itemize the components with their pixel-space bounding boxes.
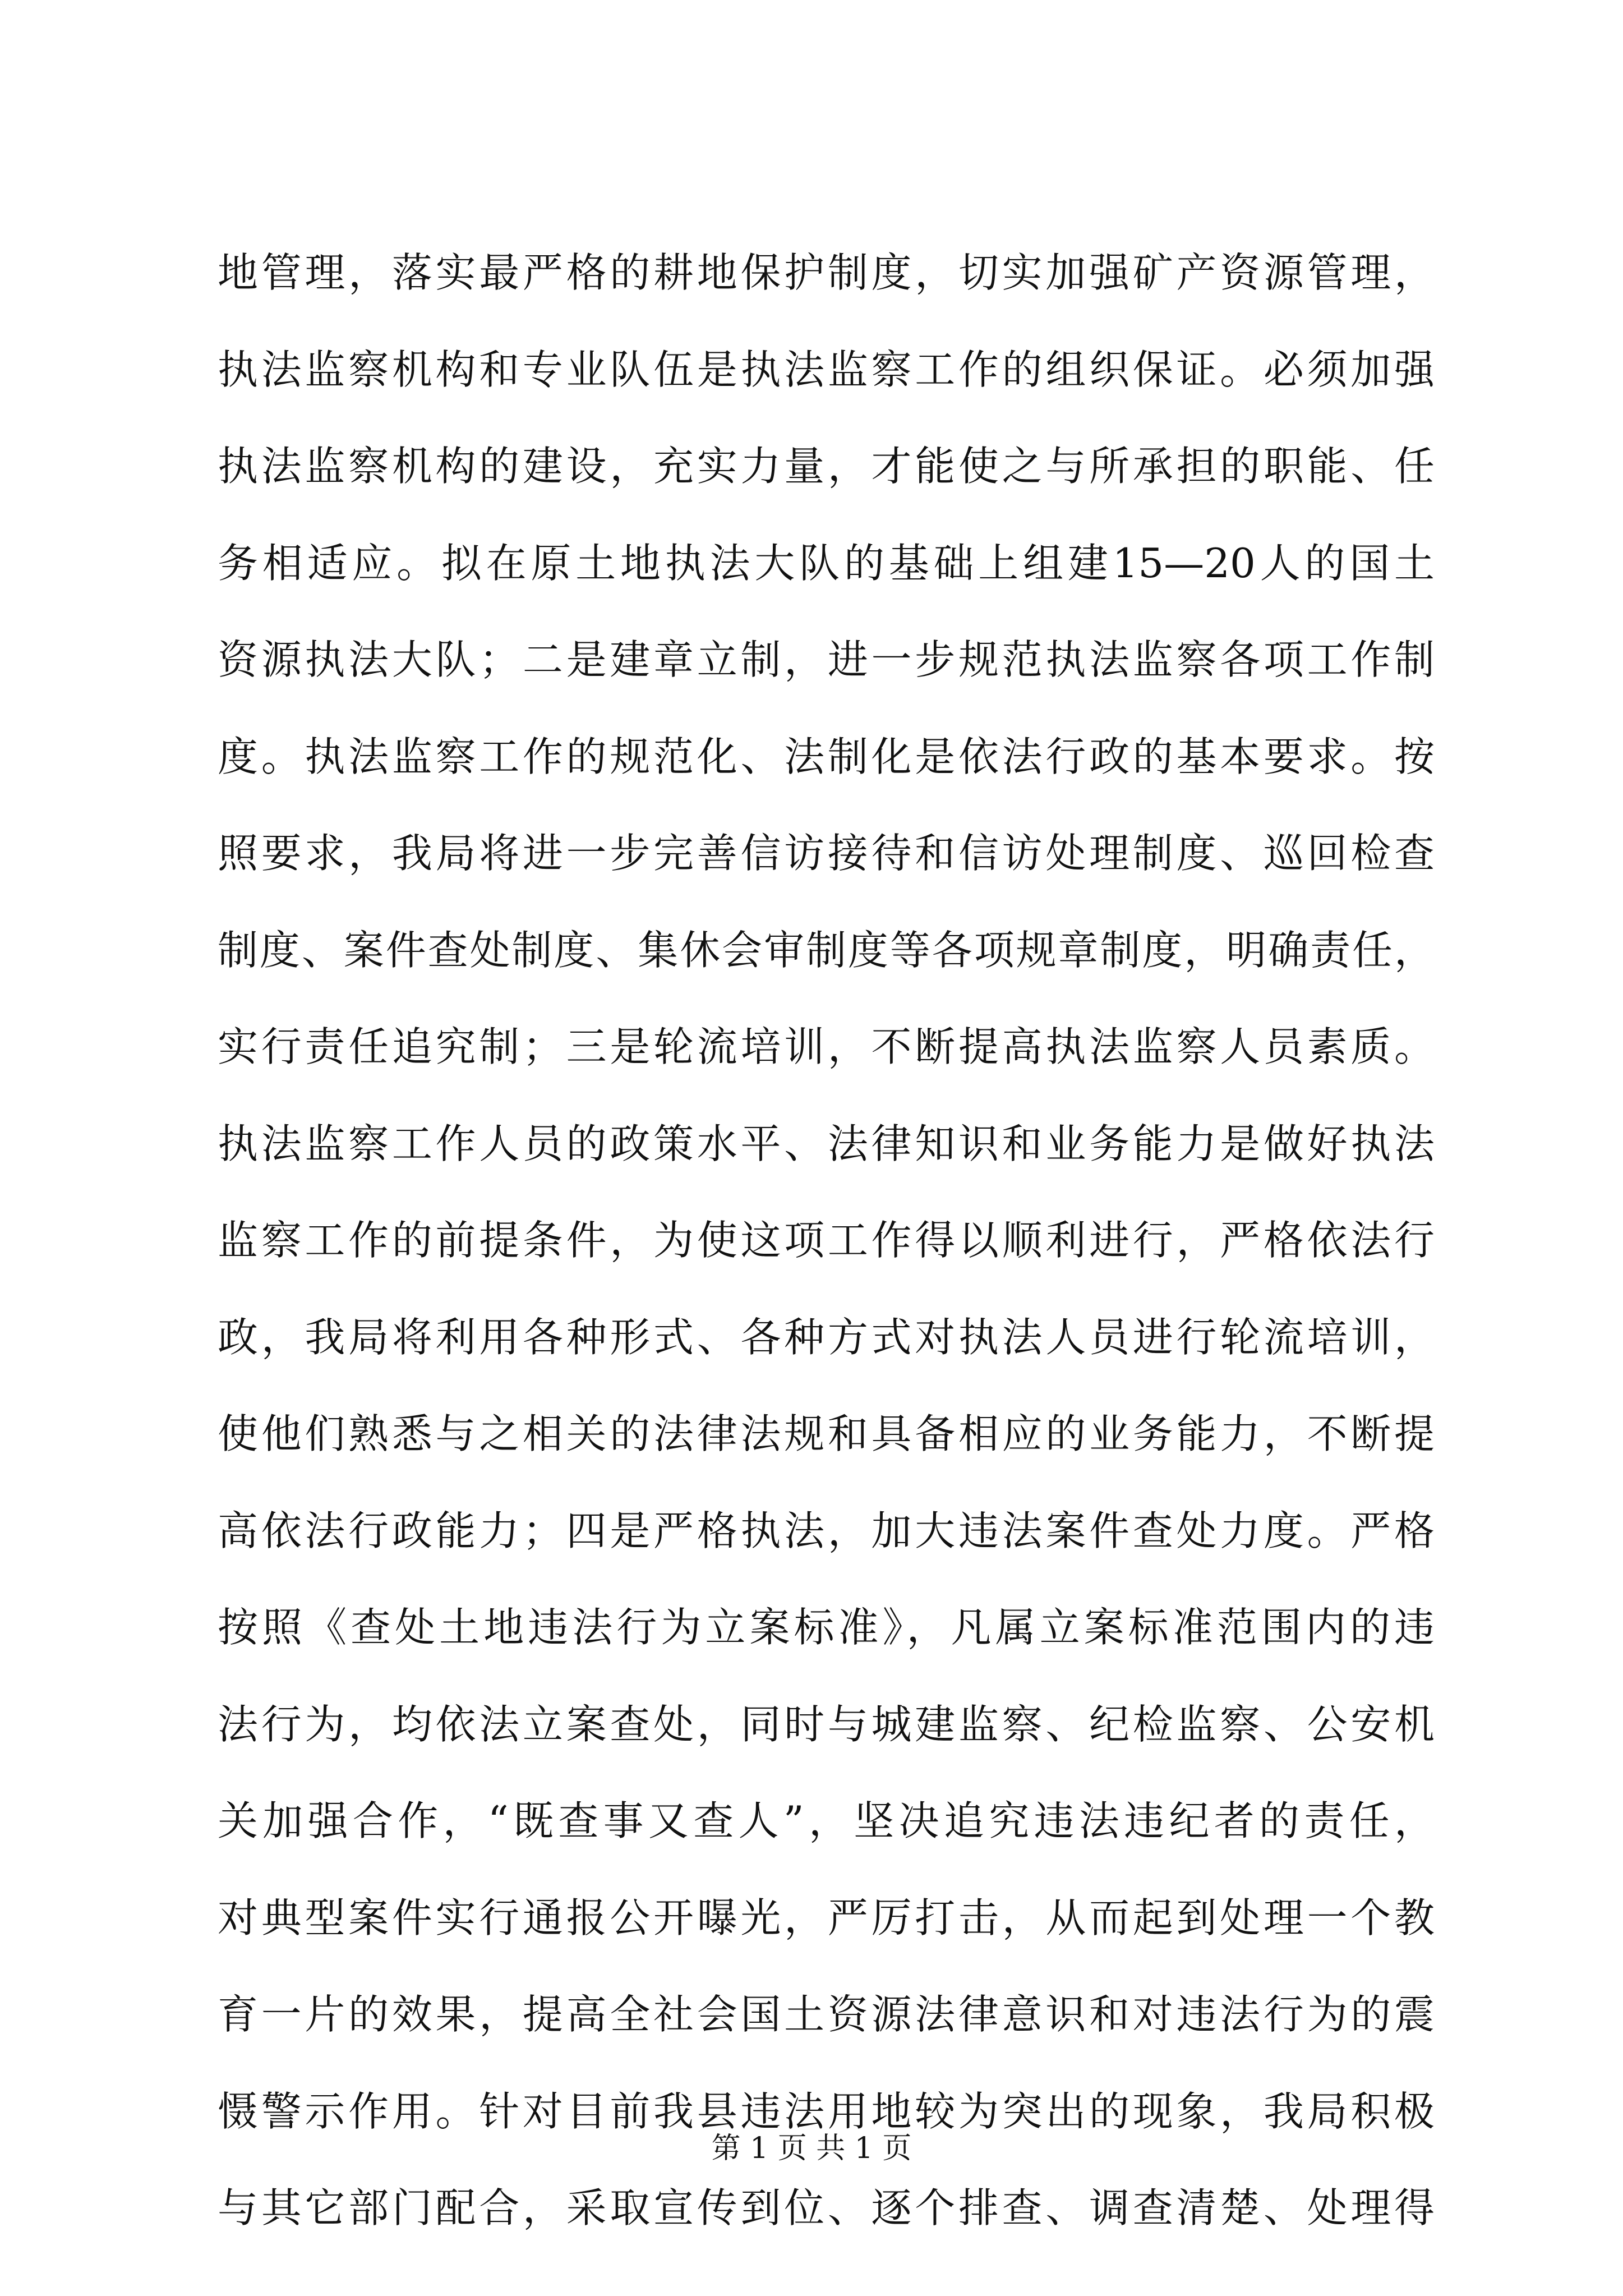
text-line: 务相适应。拟在原土地执法大队的基础上组建15—20人的国土 <box>218 539 1435 587</box>
text-line: 育一片的效果，提高全社会国土资源法律意识和对违法行为的震 <box>218 1991 1435 2038</box>
text-line: 执法监察机构和专业队伍是执法监察工作的组织保证。必须加强 <box>218 346 1435 393</box>
text-line: 慑警示作用。针对目前我县违法用地较为突出的现象，我局积极 <box>218 2087 1435 2135</box>
text-line: 政，我局将利用各种形式、各种方式对执法人员进行轮流培训， <box>218 1313 1435 1361</box>
text-line: 度。执法监察工作的规范化、法制化是依法行政的基本要求。按 <box>218 733 1435 780</box>
text-line: 法行为，均依法立案查处，同时与城建监察、纪检监察、公安机 <box>218 1700 1435 1748</box>
text-line: 地管理，落实最严格的耕地保护制度，切实加强矿产资源管理， <box>218 249 1435 296</box>
text-line: 实行责任追究制；三是轮流培训，不断提高执法监察人员素质。 <box>218 1023 1435 1070</box>
text-line: 使他们熟悉与之相关的法律法规和具备相应的业务能力，不断提 <box>218 1410 1435 1457</box>
page-number-footer: 第 1 页 共 1 页 <box>711 2132 912 2165</box>
body-text <box>218 224 1435 2257</box>
text-line: 与其它部门配合，采取宣传到位、逐个排查、调查清楚、处理得 <box>218 2184 1435 2231</box>
text-line: 照要求，我局将进一步完善信访接待和信访处理制度、巡回检查 <box>218 830 1435 877</box>
text-line: 对典型案件实行通报公开曝光，严厉打击，从而起到处理一个教 <box>218 1894 1435 1941</box>
text-line: 资源执法大队；二是建章立制，进一步规范执法监察各项工作制 <box>218 636 1435 683</box>
text-line: 执法监察机构的建设，充实力量，才能使之与所承担的职能、任 <box>218 443 1435 490</box>
text-line: 高依法行政能力；四是严格执法，加大违法案件查处力度。严格 <box>218 1507 1435 1554</box>
text-line: 关加强合作，“既查事又查人”，坚决追究违法违纪者的责任， <box>218 1797 1435 1844</box>
text-line: 按照《查处土地违法行为立案标准》，凡属立案标准范围内的违 <box>218 1604 1435 1651</box>
text-line: 执法监察工作人员的政策水平、法律知识和业务能力是做好执法 <box>218 1120 1435 1167</box>
text-line: 监察工作的前提条件，为使这项工作得以顺利进行，严格依法行 <box>218 1217 1435 1264</box>
text-line: 制度、案件查处制度、集休会审制度等各项规章制度，明确责任， <box>218 926 1435 974</box>
